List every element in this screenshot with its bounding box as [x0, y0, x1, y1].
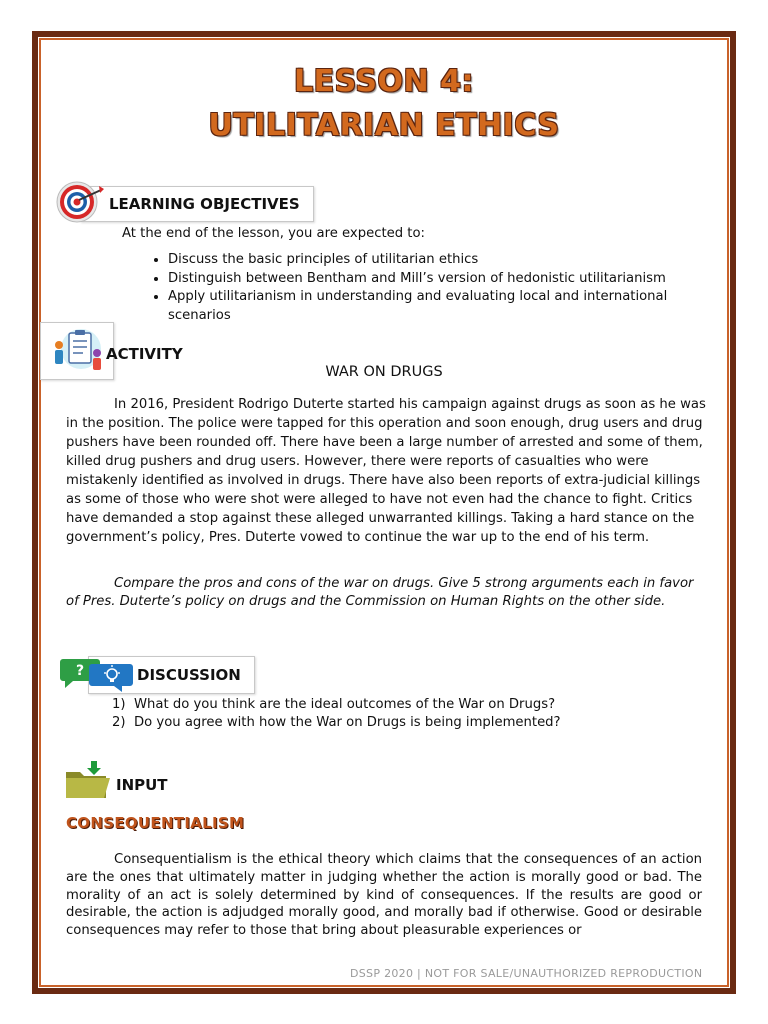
objectives-list — [148, 251, 708, 325]
activity-instruction-wrap — [66, 575, 708, 610]
objectives-intro: At the end of the lesson, you are expected to: — [122, 226, 425, 241]
consequentialism-subheading: CONSEQUENTIALISM — [66, 814, 245, 832]
input-paragraph: Consequentialism is the ethical theory which claims that the consequences of an action are the ones that ultimately matter in judging whether the action is morally good or bad. The morality of an act is solely determined by kind of consequences. If the results are good or desirable, the action is adjudged morally good, and morally bad if otherwise. Good or desirable consequences may refer to those that bring about pleasurable experiences or — [66, 852, 702, 939]
learning-objectives-label: LEARNING OBJECTIVES — [109, 195, 300, 213]
folder-download-icon — [64, 760, 112, 802]
target-icon — [55, 180, 105, 226]
activity-instruction: Compare the pros and cons of the war on drugs. Give 5 strong arguments each in favor of Pres. Duterte’s policy on drugs and the Commission on Human Rights on the other side. — [66, 576, 694, 609]
input-paragraph-wrap — [66, 851, 702, 940]
discussion-question: 1) What do you think are the ideal outcomes of the War on Drugs? — [112, 697, 556, 712]
discussion-label: DISCUSSION — [137, 666, 241, 684]
speech-bubbles-icon — [60, 656, 138, 692]
objective-item: • Apply utilitarianism in understanding and evaluating local and international scenarios — [168, 288, 708, 325]
input-label: INPUT — [116, 776, 168, 794]
activity-subtitle: WAR ON DRUGS — [325, 364, 443, 380]
objective-item: • Discuss the basic principles of utilitarian ethics — [168, 251, 708, 270]
activity-label: ACTIVITY — [106, 345, 183, 363]
lesson-title-line2: UTILITARIAN ETHICS — [208, 108, 560, 143]
footer-text: DSSP 2020 | NOT FOR SALE/UNAUTHORIZED REPRODUCTION — [350, 967, 703, 980]
objective-item: • Distinguish between Bentham and Mill’s version of hedonistic utilitarianism — [168, 270, 708, 289]
lesson-title-line1: LESSON 4: — [294, 64, 474, 99]
discussion-questions — [112, 696, 712, 732]
activity-paragraph: In 2016, President Rodrigo Duterte started his campaign against drugs as soon as he was in the position. The police were tapped for this operation and soon enough, drug users and drug pushers have been rounded off. There have been a large number of arrested and some of them, killed drug pushers and drug users. However, there were reports of casualties who were mistakenly identified as involved in drugs. There have also been reports of extra-judicial killings as some of those who were shot were alleged to have not even had the chance to fight. Critics have demanded a stop against these alleged unwarranted killings. Taking a hard stance on the government’s policy, Pres. Duterte vowed to continue the war up to the end of his term. — [66, 397, 706, 545]
learning-objectives-header — [80, 186, 314, 222]
discussion-question: 2) Do you agree with how the War on Drugs is being implemented? — [112, 715, 561, 730]
activity-paragraph-wrap — [66, 395, 708, 547]
svg-text:?: ? — [75, 663, 85, 679]
